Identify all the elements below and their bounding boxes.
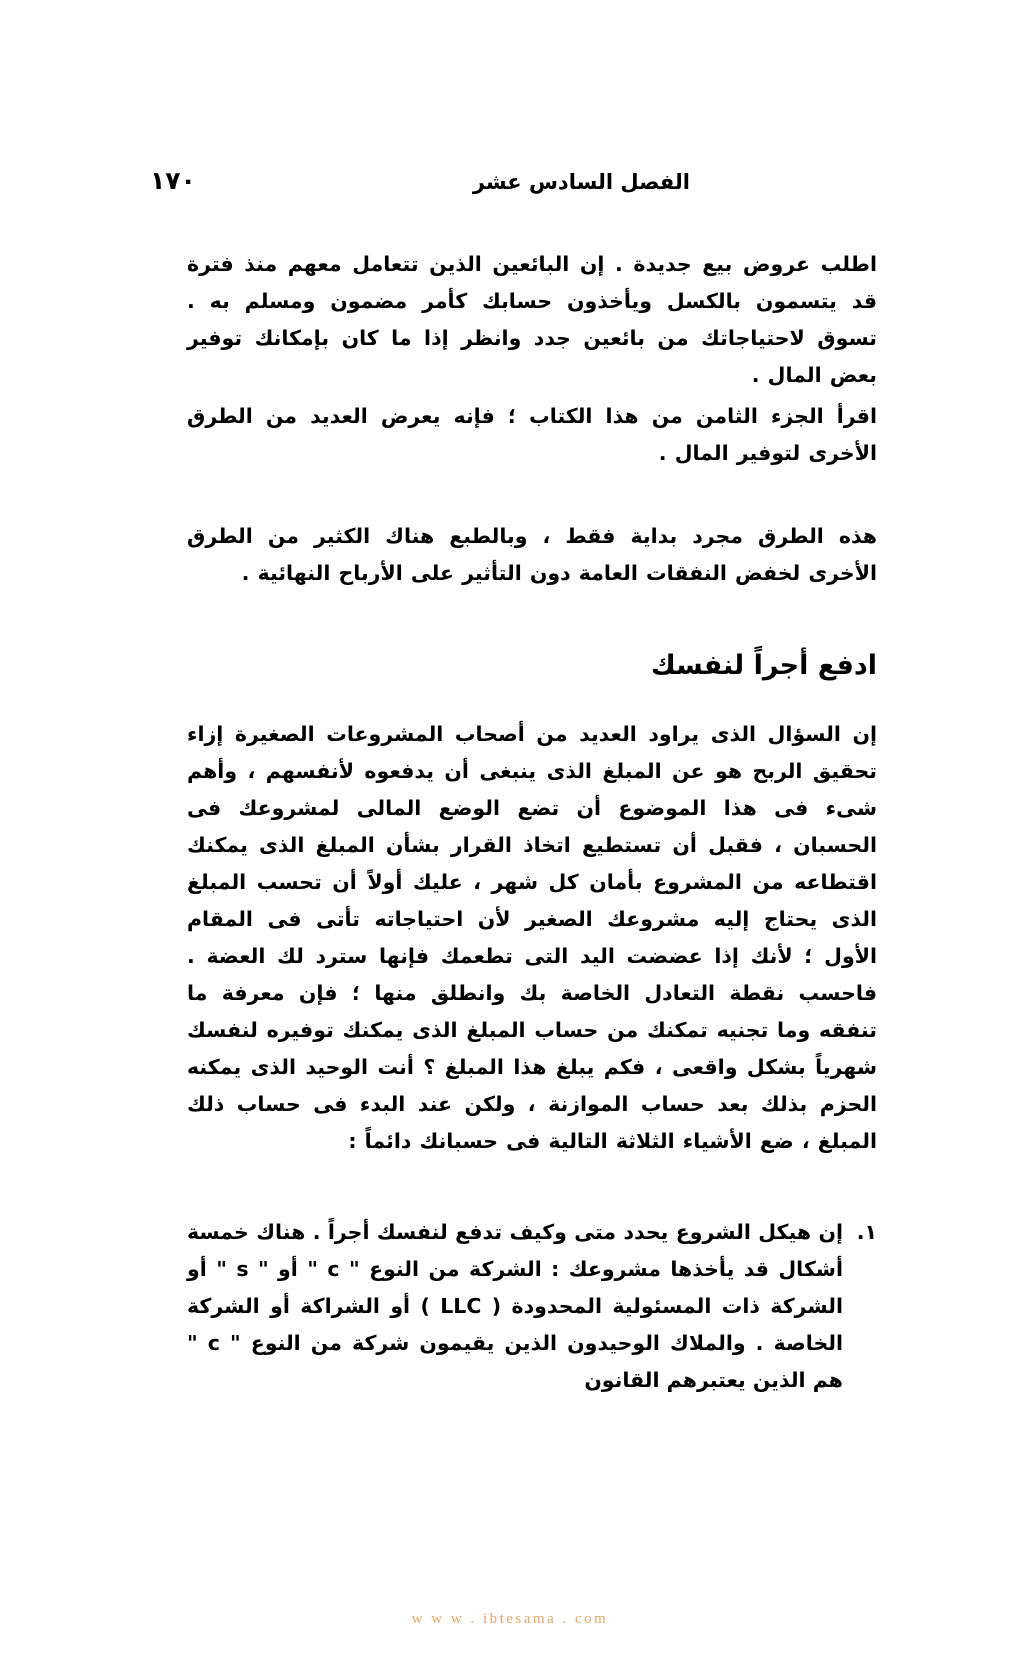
page-number: ١٧٠: [150, 166, 196, 195]
paragraph-2: اقرأ الجزء الثامن من هذا الكتاب ؛ فإنه يعرض العديد من الطرق الأخرى لتوفير المال .: [187, 404, 877, 465]
paragraph-spacer: [187, 472, 877, 518]
numbered-list: [187, 1214, 877, 1399]
paragraph-3: هذه الطرق مجرد بداية فقط ، وبالطبع هناك الكثير من الطرق الأخرى لخفض النفقات العامة دون التأثير على الأرباح النهائية .: [187, 524, 877, 585]
heading-spacer: [187, 686, 877, 716]
chapter-title: الفصل السادس عشر: [472, 170, 690, 194]
running-head: [150, 168, 870, 202]
section-heading: ادفع أجراً لنفسك: [650, 650, 877, 681]
body-text-column: [187, 246, 877, 1399]
paragraph-1: اطلب عروض بيع جديدة . إن البائعين الذين تتعامل معهم منذ فترة قد يتسمون بالكسل ويأخذون حسابك كأمر مضمون ومسلم به . تسوق لاحتياجاتك من بائعين جدد وانظر إذا ما كان بإمكانك توفير بعض المال .: [187, 252, 877, 387]
heading-spacer: [187, 592, 877, 646]
list-spacer: [187, 1160, 877, 1214]
watermark: w w w . ibtesama . com: [411, 1611, 609, 1627]
paragraph-4: إن السؤال الذى يراود العديد من أصحاب المشروعات الصغيرة إزاء تحقيق الربح هو عن المبلغ الذى ينبغى أن يدفعوه لأنفسهم ، وأهم شىء فى هذا الموضوع أن تضع الوضع المالى لمشروعك فى الحسبان ، فقبل أن تستطيع اتخاذ القرار بشأن المبلغ الذى يمكنك اقتطاعه من المشروع بأمان كل شهر ، عليك أولاً أن تحسب المبلغ الذى يحتاج إليه مشروعك الصغير لأن احتياجاته تأتى فى المقام الأول ؛ لأنك إذا عضضت اليد التى تطعمك فإنها سترد لك العضة . فاحسب نقطة التعادل الخاصة بك وانطلق منها ؛ فإن معرفة ما تنفقه وما تجنيه تمكنك من حساب المبلغ الذى يمكنك توفيره لنفسك شهرياً بشكل واقعى ، فكم يبلغ هذا المبلغ ؟ أنت الوحيد الذى يمكنه الحزم بذلك بعد حساب الموازنة ، ولكن عند البدء فى حساب ذلك المبلغ ، ضع الأشياء الثلاثة التالية فى حسبانك دائماً :: [187, 722, 877, 1153]
list-item: [187, 1214, 877, 1399]
list-item-marker: ١.: [856, 1220, 877, 1244]
list-item-text: إن هيكل الشروع يحدد متى وكيف تدفع لنفسك أجراً . هناك خمسة أشكال قد يأخذها مشروعك : الشركة من النوع " c " أو " s " أو الشركة ذات المسئولية المحدودة ( LLC ) أو الشراكة أو الشركة الخاصة . والملاك الوحيدون الذين يقيمون شركة من النوع " c " هم الذين يعتبرهم القانون: [187, 1220, 843, 1392]
